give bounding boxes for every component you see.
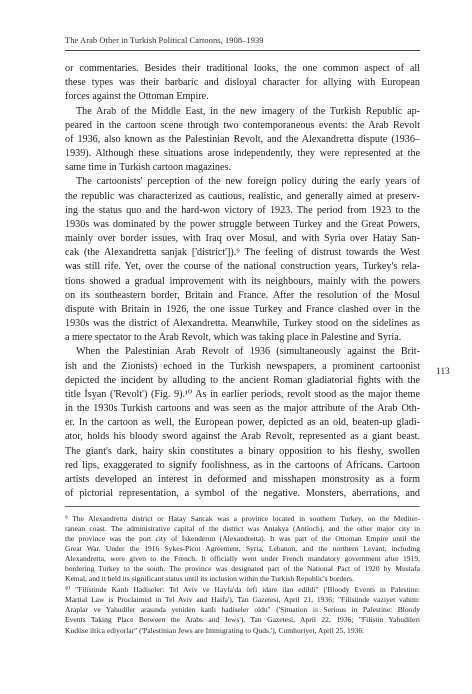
body-line: ish and the Zionists) echoed in the Turkish newspapers, a prominent cartoonist [65,360,420,372]
body-line: The cartoonists' perception of the new foreign policy during the early years of [76,176,420,188]
body-line: of 1936, also known as the Palestinian Revolt, and the Alexandretta dispute (1936– [65,133,420,145]
footnote-line: Araplar ve Yahudiler arasında yeniden kanlı hadiseler oldu" ('Situation is Serious in Palestine: Bloody [65,605,420,615]
body-line: artists developed an interest in deformed and misshapen monstrosity as a form [65,473,420,485]
body-line: cak (the Alexandretta sanjak ['district']).⁹ The feeling of distrust towards the West [65,247,420,259]
footnote-rule [65,506,420,507]
body-line: er. In the cartoon as well, the European power, depicted as an old, beaten-up gladi- [65,417,420,429]
footnote-line: Kudüse iltica ediyorlar" ('Palestinian Jews are Immigrating to Quds.'), Cumhuriyet, April 25, 1936. [65,625,365,635]
footnote-line: Martial Law is Proclaimed in Tel Aviv and Haifa'), Tan Gazetesi, April 21, 1936; "Filistinde vaziyet vahim: [65,595,420,605]
body-line: 1930s was the district of Alexandretta. Meanwhile, Turkey stood on the sidelines as [65,318,420,330]
body-line: on its southeastern border, Britain and France. After the resolution of the Mosul [65,289,420,301]
footnote-line: the province was the port city of İskenderun (Alexandretta). It was part of the Ottoman Empire until the [65,534,420,544]
body-line: The Arab of the Middle East, in the new imagery of the Turkish Republic ap- [76,105,420,117]
footnote-line: Events Taking Place Between the Arabs and Jews'), Tan Gazetesi, April 22, 1936; "Filistin Yahudileri [65,615,420,625]
body-line: 1930s was dominated by the power struggle between Turkey and the Great Powers, [65,218,420,230]
body-text [65,62,420,501]
running-head: The Arab Other in Turkish Political Cartoons, 1908–1939 [65,36,264,45]
body-line: mainly over border issues, with Iraq over Mosul, and with Syria over Hatay San- [65,233,420,245]
body-line: 1939). Although these situations arose independently, they were represented at the [65,148,420,160]
page-number: 113 [436,367,450,377]
footnote-line: ¹⁰ "Filistinde Kanlı Hadiseler: Tel Aviv ve Hayfa'da örfi idare ilan edildi" ('Bloody Events in Palestine: [65,585,420,595]
body-line: tions showed a gradual improvement with its neighbours, mainly with the powers [65,275,420,287]
footnote-line: Kemal, and it held its significant status until its inclusion within the Turkish Republic's borders. [65,574,354,584]
body-line: these types was their barbaric and disloyal character for allying with European [65,77,420,89]
body-line: in the 1930s Turkish cartoons and was seen as the major attribute of the Arab Oth- [65,403,420,415]
body-line: of pictorial representation, a symbol of the negative. Monsters, aberrations, and [65,488,420,500]
body-line: red lips, exaggerated to signify foolishness, as in the cartoons of Africans. Cartoon [65,459,420,471]
body-line: or commentaries. Besides their traditional looks, the one common aspect of all [65,63,420,74]
body-line: forces against the Ottoman Empire. [65,91,209,103]
body-line: When the Palestinian Arab Revolt of 1936 (simultaneously against the Brit- [76,346,420,358]
footnote-line: ⁹ The Alexandretta district or Hatay Sancak was a province located in southern Turkey, on the Mediter- [65,514,420,523]
body-line: was still rife. Yet, over the course of the national construction years, Turkey's rela- [65,261,420,273]
header-rule [65,50,420,51]
footnote-line: Great War. Under the 1916 Sykes-Picot Agreement, Syria, Lebanon, and the northern Levant, including [65,544,420,554]
body-line: title İsyan ('Revolt') (Fig. 9).¹⁰ As in earlier periods, revolt stood as the major theme [65,388,420,400]
body-line: ing the status quo and the hard-won victory of 1923. The period from 1923 to the [65,204,420,216]
body-line: The giant's dark, hairy skin constitutes a binary opposition to his fleshy, swollen [65,445,420,457]
footnotes [65,514,420,636]
footnote-line: bordering Turkey to the south. The province was designated part of the National Pact of 1920 by Mustafa [65,564,420,574]
body-line: depicted the incident by alluding to the ancient Roman gladiatorial fights with the [65,374,420,386]
body-line: same time in Turkish cartoon magazines. [65,162,231,174]
footnote-line: ranean coast. The administrative capital of the district was Antakya (Antioch), and the other major city in [65,524,420,534]
body-line: dispute with Britain in 1926, the one issue Turkey and France clashed over in the [65,303,420,315]
body-line: ator, holds his bloody sword against the Arab Revolt, represented as a giant beast. [65,431,420,443]
body-line: peared in the cartoon scene through two contemporaneous events: the Arab Revolt [65,119,420,131]
body-line: the republic was characterized as cautious, realistic, and generally aimed at preserv- [65,190,420,202]
body-line: a mere spectator to the Arab Revolt, which was taking place in Palestine and Syria. [65,332,402,344]
footnote-line: Alexandretta, were given to the French. It officially went under French mandatory government after 1919, [65,554,420,564]
